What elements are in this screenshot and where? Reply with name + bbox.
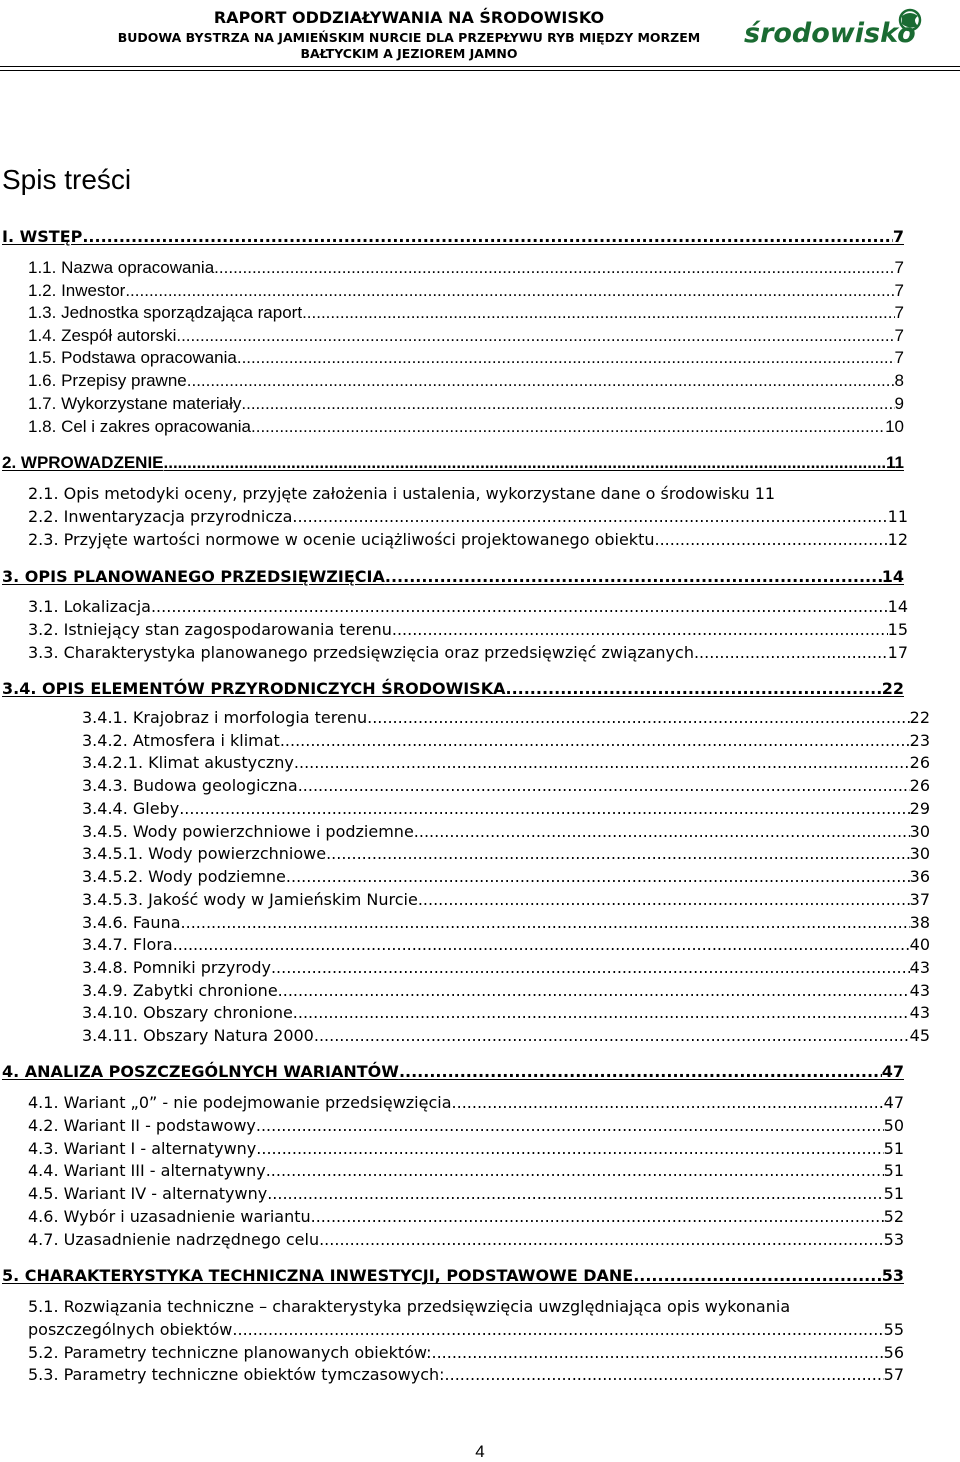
toc-entry-page: 7 xyxy=(892,227,904,246)
toc-entry-page: 51 xyxy=(883,1161,904,1180)
toc-entry-page: 14 xyxy=(887,597,908,616)
toc-entry-page: 7 xyxy=(894,348,904,367)
toc-leader xyxy=(151,596,888,618)
toc-leader xyxy=(266,1160,884,1182)
toc-entry-page: 37 xyxy=(909,890,930,909)
toc-entry-page: 11 xyxy=(886,453,904,472)
toc-entry[interactable] xyxy=(2,452,904,474)
toc-leader xyxy=(694,642,888,664)
toc-entry-label: 5.1. Rozwiązania techniczne – charakterystyka przedsięwzięcia uwzględniająca opis wykonania xyxy=(28,1297,791,1316)
toc-entry[interactable] xyxy=(28,596,908,618)
toc-leader xyxy=(633,1265,882,1287)
toc-entry[interactable] xyxy=(2,1061,904,1083)
toc-leader xyxy=(505,678,881,700)
toc-entry-label: 1.7. Wykorzystane materiały xyxy=(28,394,242,413)
toc-entry-page: 8 xyxy=(894,371,904,390)
toc-entry[interactable] xyxy=(28,347,904,369)
toc-entry-page: 38 xyxy=(909,913,930,932)
toc-entry-label: 3.1. Lokalizacja xyxy=(28,597,151,616)
toc-entry-page: 30 xyxy=(909,822,930,841)
toc-entry-label: 1.6. Przepisy prawne xyxy=(28,371,187,390)
toc-leader xyxy=(278,980,910,1002)
toc-leader xyxy=(82,226,893,248)
toc-entry-page: 56 xyxy=(883,1343,904,1362)
toc-leader xyxy=(271,957,910,979)
toc-entry-page: 26 xyxy=(909,753,930,772)
toc-entry-page: 7 xyxy=(894,281,904,300)
toc-entry-page: 29 xyxy=(909,799,930,818)
toc-leader xyxy=(176,325,894,347)
toc-entry-page: 17 xyxy=(887,643,908,662)
toc-leader xyxy=(173,934,910,956)
toc-entry-label: 3.4.5.2. Wody podziemne xyxy=(82,867,286,886)
toc-entry[interactable] xyxy=(82,798,930,820)
toc-entry[interactable] xyxy=(82,980,930,1002)
toc-entry[interactable] xyxy=(28,257,904,279)
toc-entry-label: 3.4.5.3. Jakość wody w Jamieńskim Nurcie xyxy=(82,890,418,909)
toc-entry-page: 47 xyxy=(881,1062,904,1081)
toc-leader xyxy=(293,1002,910,1024)
toc-entry-page: 36 xyxy=(909,867,930,886)
toc-leader xyxy=(367,707,910,729)
toc-leader xyxy=(294,752,910,774)
toc-entry-label: 3.4.6. Fauna xyxy=(82,913,181,932)
toc-entry[interactable] xyxy=(82,843,930,865)
toc-entry[interactable] xyxy=(28,1364,904,1386)
toc-entry-label: 3.3. Charakterystyka planowanego przedsięwzięcia oraz przedsięwzięć związanych xyxy=(28,643,694,662)
toc-entry[interactable] xyxy=(82,707,930,729)
toc-entry-page: 23 xyxy=(909,731,930,750)
toc-entry-label: 4.3. Wariant I - alternatywny xyxy=(28,1139,257,1158)
toc-leader xyxy=(286,866,910,888)
toc-entry-line1[interactable] xyxy=(28,1296,924,1318)
toc-leader xyxy=(179,798,909,820)
project-title-line2: BAŁTYCKIM A JEZIOREM JAMNO xyxy=(300,46,518,61)
toc-entry-page: 15 xyxy=(887,620,908,639)
toc-leader xyxy=(298,775,910,797)
toc-entry-page: 14 xyxy=(881,567,904,586)
toc-entry-page: 57 xyxy=(883,1365,904,1384)
toc-entry[interactable] xyxy=(2,566,904,588)
toc-entry-page: 22 xyxy=(909,708,930,727)
toc-leader xyxy=(256,1138,883,1160)
toc-entry[interactable] xyxy=(28,1092,904,1114)
toc-leader xyxy=(187,370,895,392)
toc-entry[interactable] xyxy=(28,302,904,324)
toc-leader xyxy=(399,1061,882,1083)
toc-entry-page: 7 xyxy=(894,326,904,345)
toc-entry-label: 2.3. Przyjęte wartości normowe w ocenie uciążliwości projektowanego obiektu xyxy=(28,530,655,549)
toc-entry-label: 3. OPIS PLANOWANEGO PRZEDSIĘWZIĘCIA xyxy=(2,567,385,586)
toc-leader xyxy=(241,393,894,415)
toc-leader xyxy=(452,1092,884,1114)
toc-entry-label: 2. WPROWADZENIE xyxy=(2,453,164,472)
toc-entry[interactable] xyxy=(82,866,930,888)
toc-entry-label: 3.4. OPIS ELEMENTÓW PRZYRODNICZYCH ŚRODOWISKA xyxy=(2,679,506,698)
toc-entry-label: 3.4.10. Obszary chronione xyxy=(82,1003,293,1022)
toc-entry-label: 5.3. Parametry techniczne obiektów tymczasowych: xyxy=(28,1365,445,1384)
toc-entry[interactable] xyxy=(82,821,930,843)
toc-entry[interactable] xyxy=(28,1138,904,1160)
toc-leader xyxy=(280,730,910,752)
toc-entry[interactable] xyxy=(82,934,930,956)
toc-entry[interactable] xyxy=(82,730,930,752)
toc-leader xyxy=(392,619,888,641)
toc-leader xyxy=(314,1025,910,1047)
toc-entry-page: 22 xyxy=(881,679,904,698)
toc-entry[interactable] xyxy=(82,775,930,797)
toc-entry-page: 11 xyxy=(887,507,908,526)
toc-entry-page: 10 xyxy=(885,417,904,436)
toc-entry-page: 12 xyxy=(887,530,908,549)
toc-entry[interactable] xyxy=(82,957,930,979)
toc-entry-label: I. WSTĘP xyxy=(2,227,83,246)
toc-leader xyxy=(654,529,887,551)
toc-entry[interactable] xyxy=(82,1025,930,1047)
toc-entry[interactable] xyxy=(28,1183,904,1205)
toc-entry-label: 2.1. Opis metodyki oceny, przyjęte założenia i ustalenia, wykorzystane dane o środowisku 11 xyxy=(28,484,776,503)
toc-entry[interactable] xyxy=(28,416,904,438)
toc-leader xyxy=(256,1115,884,1137)
toc-entry[interactable] xyxy=(2,226,904,248)
toc-entry-label: 3.4.4. Gleby xyxy=(82,799,180,818)
toc-entry-page: 53 xyxy=(883,1230,904,1249)
toc-entry-label: 1.2. Inwestor xyxy=(28,281,126,300)
report-title: RAPORT ODDZIAŁYWANIA NA ŚRODOWISKO xyxy=(213,8,605,27)
toc-entry-label: 1.8. Cel i zakres opracowania xyxy=(28,417,252,436)
toc-leader xyxy=(414,821,910,843)
toc-entry[interactable] xyxy=(82,889,930,911)
toc-leader xyxy=(214,257,894,279)
toc-entry[interactable] xyxy=(28,1229,904,1251)
toc-entry-label: 3.2. Istniejący stan zagospodarowania terenu xyxy=(28,620,392,639)
toc-entry-label: 3.4.5.1. Wody powierzchniowe xyxy=(82,844,327,863)
project-title-line1: BUDOWA BYSTRZA NA JAMIEŃSKIM NURCIE DLA PRZEPŁYWU RYB MIĘDZY MORZEM xyxy=(117,30,701,45)
toc-entry[interactable] xyxy=(28,1206,904,1228)
toc-leader xyxy=(385,566,882,588)
toc-leader xyxy=(267,1183,883,1205)
toc-entry-label: 1.1. Nazwa opracowania xyxy=(28,258,215,277)
toc-entry[interactable] xyxy=(28,1160,904,1182)
toc-entry[interactable] xyxy=(28,370,904,392)
toc-leader xyxy=(326,843,910,865)
toc-entry-label: 3.4.3. Budowa geologiczna xyxy=(82,776,298,795)
toc-entry-label: 1.5. Podstawa opracowania xyxy=(28,348,237,367)
toc-entry-page: 53 xyxy=(881,1266,904,1285)
toc-entry-label: 3.4.2. Atmosfera i klimat xyxy=(82,731,280,750)
toc-entry[interactable] xyxy=(28,325,904,347)
toc-entry[interactable] xyxy=(82,752,930,774)
toc-leader xyxy=(418,889,910,911)
toc-entry-label: 5.2. Parametry techniczne planowanych obiektów: xyxy=(28,1343,432,1362)
toc-entry[interactable] xyxy=(28,280,904,302)
page-number: 4 xyxy=(475,1442,485,1461)
toc-leader xyxy=(237,347,895,369)
toc-leader xyxy=(445,1364,884,1386)
toc-entry-label: 3.4.1. Krajobraz i morfologia terenu xyxy=(82,708,368,727)
toc-leader xyxy=(181,912,910,934)
toc-entry-page: 9 xyxy=(894,394,904,413)
toc-leader xyxy=(164,452,887,474)
toc-entry-page: 45 xyxy=(909,1026,930,1045)
toc-entry-page: 7 xyxy=(894,303,904,322)
toc-entry[interactable] xyxy=(28,619,908,641)
toc-entry-label: 2.2. Inwentaryzacja przyrodnicza xyxy=(28,507,293,526)
toc-entry-page: 51 xyxy=(883,1184,904,1203)
toc-entry-label: 3.4.8. Pomniki przyrody xyxy=(82,958,271,977)
toc-entry-page: 50 xyxy=(883,1116,904,1135)
toc-entry-page: 51 xyxy=(883,1139,904,1158)
logo-text: środowisko xyxy=(744,18,916,49)
toc-entry-label: 3.4.11. Obszary Natura 2000 xyxy=(82,1026,314,1045)
toc-entry[interactable] xyxy=(28,483,912,505)
toc-entry-page: 47 xyxy=(883,1093,904,1112)
toc-entry[interactable] xyxy=(28,529,908,551)
toc-entry[interactable] xyxy=(28,1319,904,1341)
toc-entry-label: 4.6. Wybór i uzasadnienie wariantu xyxy=(28,1207,311,1226)
toc-entry-page: 40 xyxy=(909,935,930,954)
toc-entry-label: 3.4.2.1. Klimat akustyczny xyxy=(82,753,294,772)
toc-entry-label: 3.4.7. Flora xyxy=(82,935,173,954)
toc-entry[interactable] xyxy=(28,506,908,528)
toc-entry-label: 4.5. Wariant IV - alternatywny xyxy=(28,1184,268,1203)
toc-entry-label: poszczególnych obiektów xyxy=(28,1320,233,1339)
toc-entry-page: 30 xyxy=(909,844,930,863)
toc-entry-page: 43 xyxy=(909,981,930,1000)
toc-entry-label: 3.4.5. Wody powierzchniowe i podziemne xyxy=(82,822,414,841)
toc-leader xyxy=(232,1319,883,1341)
toc-entry-page: 43 xyxy=(909,958,930,977)
toc-entry-label: 4.2. Wariant II - podstawowy xyxy=(28,1116,256,1135)
toc-heading: Spis treści xyxy=(2,164,132,195)
toc-entry[interactable] xyxy=(28,1342,904,1364)
toc-entry-label: 4.1. Wariant „0” - nie podejmowanie przedsięwzięcia xyxy=(28,1093,452,1112)
toc-entry[interactable] xyxy=(2,678,904,700)
toc-entry-page: 55 xyxy=(883,1320,904,1339)
toc-entry-page: 52 xyxy=(883,1207,904,1226)
toc-entry-label: 4.7. Uzasadnienie nadrzędnego celu xyxy=(28,1230,320,1249)
toc-entry[interactable] xyxy=(28,1115,904,1137)
toc-entry-label: 1.3. Jednostka sporządzająca raport xyxy=(28,303,303,322)
toc-entry[interactable] xyxy=(28,393,904,415)
toc-entry-page: 26 xyxy=(909,776,930,795)
toc-entry[interactable] xyxy=(82,912,930,934)
toc-leader xyxy=(311,1206,884,1228)
toc-leader xyxy=(251,416,885,438)
toc-leader xyxy=(302,302,894,324)
toc-entry[interactable] xyxy=(2,1265,904,1287)
toc-entry-label: 3.4.9. Zabytki chronione xyxy=(82,981,278,1000)
toc-leader xyxy=(319,1229,884,1251)
toc-entry-page: 7 xyxy=(894,258,904,277)
toc-entry-page: 43 xyxy=(909,1003,930,1022)
toc-leader xyxy=(125,280,894,302)
toc-entry-label: 5. CHARAKTERYSTYKA TECHNICZNA INWESTYCJI, PODSTAWOWE DANE xyxy=(2,1266,634,1285)
toc-entry[interactable] xyxy=(82,1002,930,1024)
toc-entry[interactable] xyxy=(28,642,908,664)
toc-entry-label: 1.4. Zespół autorski xyxy=(28,326,177,345)
toc-leader xyxy=(292,506,887,528)
toc-entry-label: 4.4. Wariant III - alternatywny xyxy=(28,1161,266,1180)
toc-entry-label: 4. ANALIZA POSZCZEGÓLNYCH WARIANTÓW xyxy=(2,1062,399,1081)
toc-leader xyxy=(432,1342,884,1364)
